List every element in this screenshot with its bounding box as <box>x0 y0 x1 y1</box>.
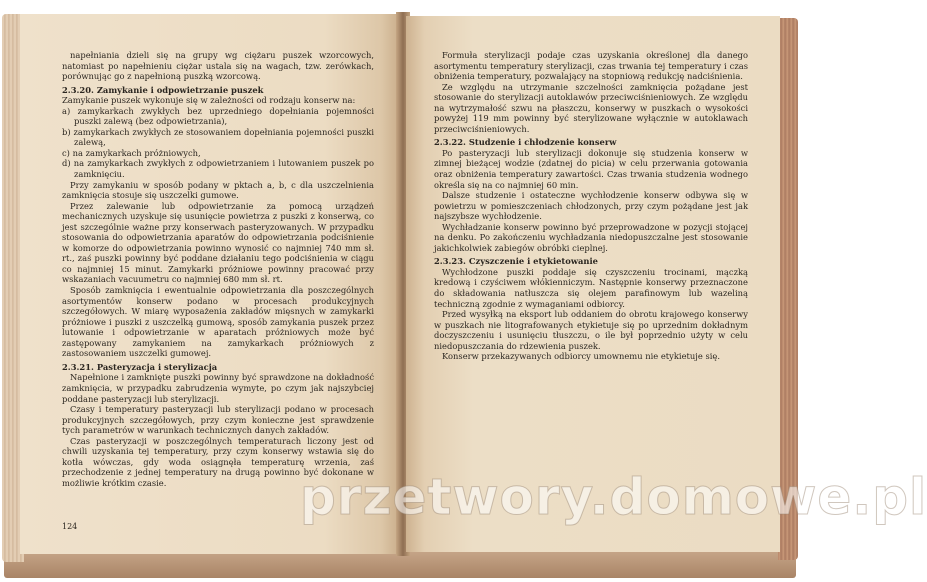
paragraph: Przed wysyłką na eksport lub oddaniem do obrotu krajowego konserwy w puszkach nie litografowanych etykietuje się po uprzednim dokładnym doczyszczeniu i usunięciu tłuszczu, o ile był poprzednio użyty w celu niedopuszczania do rdzewienia puszek. <box>434 309 748 351</box>
paragraph: Dalsze studzenie i ostateczne wychłodzenie konserw odbywa się w powietrzu w pomieszczeniach chłodzonych, przy czym pożądane jest jak najszybsze wychłodzenie. <box>434 190 748 222</box>
list-item: c) na zamykarkach próżniowych, <box>62 147 201 158</box>
left-column <box>62 50 374 488</box>
paragraph: Sposób zamknięcia i ewentualnie odpowietrzania dla poszczególnych asortymentów konserw podano w procesach produkcyjnych szczegółowych. W miarę wyposażenia zakładów mięsnych w zamykarki próżniowe i puszki z uszczelką gumową, sposób zamykania puszek przez lutowanie i odpowietrzanie w aparatach próżniowych może być zastępowany zamykaniem na zamykarkach próżniowych z zastosowaniem uszczelki gumowej. <box>62 285 374 359</box>
paragraph: Konserw przekazywanych odbiorcy umownemu nie etykietuje się. <box>442 351 720 362</box>
watermark-text: przetwory.domowe.pl <box>300 468 927 526</box>
section-heading: 2.3.23. Czyszczenie i etykietowanie <box>434 256 598 267</box>
section-heading: 2.3.22. Studzenie i chłodzenie konserw <box>434 137 617 148</box>
list-item: b) zamykarkach zwykłych ze stosowaniem dopełniania pojemności puszki zalewą, <box>62 126 374 148</box>
section-heading: 2.3.20. Zamykanie i odpowietrzanie puszek <box>62 84 264 95</box>
paragraph: Ze względu na utrzymanie szczelności zamknięcia pożądane jest stosowanie do sterylizacji autoklawów przeciwciśnieniowych. Ze względu na wytrzymałość szwu na płaszczu, konserwy w puszkach o wysokości powyżej 119 mm powinny być sterylizowane wyłącznie w autoklawach przeciwciśnieniowych. <box>434 81 748 134</box>
closing-methods-list <box>62 106 374 180</box>
paragraph: Zamykanie puszek wykonuje się w zależności od rodzaju konserw na: <box>62 95 356 106</box>
right-column <box>434 50 748 362</box>
paragraph: Przez zalewanie lub odpowietrzanie za pomocą urządzeń mechanicznych uzyskuje się usunięcie powietrza z puszki z konserwą, co jest szczególnie ważne przy konserwach pasteryzowanych. W przypadku stosowania do odpowietrzania aparatów do odpowietrzania podciśnienie w komorze do odpowietrzania powinno wynosić co najmniej 740 mm sł. rt., zaś puszki powinny być poddane działaniu tego podciśnienia w ciągu co najmniej 15 minut. Zamykarki próżniowe powinny pracować przy wskazaniach vacuumetru co najmniej 680 mm sł. rt. <box>62 200 374 285</box>
list-item: a) zamykarkach zwykłych bez uprzedniego dopełniania pojemności puszki zalewą (bez odpowietrzania), <box>62 105 374 127</box>
list-item: d) na zamykarkach zwykłych z odpowietrzaniem i lutowaniem puszek po zamknięciu. <box>62 158 374 180</box>
paragraph: Formuła sterylizacji podaje czas uzyskania określonej dla danego asortymentu temperatury sterylizacji, czas trwania tej temperatury i czas obniżenia temperatury, pozwalający na stopniową redukcję nadciśnienia. <box>434 50 748 82</box>
section-heading: 2.3.21. Pasteryzacja i sterylizacja <box>62 361 218 372</box>
paragraph: Po pasteryzacji lub sterylizacji dokonuje się studzenia konserw w zimnej bieżącej wodzie (zdatnej do picia) w celu przerwania gotowania oraz obniżenia temperatury zawartości. Czas trwania studzenia wodnego określa się na co najmniej 60 min. <box>434 147 748 190</box>
paragraph: Wychłodzone puszki poddaje się czyszczeniu trocinami, mączką kredową i czyściwem włókienniczym. Następnie konserwy przeznaczone do składowania natłuszcza się olejem parafinowym lub wazeliną techniczną zgodnie z wymaganiami odbiorcy. <box>434 266 748 309</box>
paragraph: Napełnione i zamknięte puszki powinny być sprawdzone na dokładność zamknięcia, w przypadku zabrudzenia wymyte, po czym jak najszybciej poddane pasteryzacji lub sterylizacji. <box>62 372 374 404</box>
paragraph: Przy zamykaniu w sposób podany w pktach a, b, c dla uszczelnienia zamknięcia stosuje się uszczelki gumowe. <box>62 179 374 201</box>
paragraph: Wychładzanie konserw powinno być przeprowadzone w pozycji stojącej na denku. Po zakończeniu wychładzania niedopuszczalne jest stosowanie jakichkolwiek zabiegów obróbki cieplnej. <box>434 221 748 253</box>
paragraph: Czas pasteryzacji w poszczególnych temperaturach liczony jest od chwili uzyskania tej temperatury, przy czym konserwy wstawia się do kotła wówczas, gdy woda osiągnęła temperaturę wrzenia, zaś przechodzenie z jednej temperatury na drugą powinno być dokonane w możliwie krótkim czasie. <box>62 435 374 488</box>
intro-paragraph: napełniania dzieli się na grupy wg ciężaru puszek wzorcowych, natomiast po napełnieniu ciężar ustala się na wagach, tzw. zerówkach, porównując go z napełnioną puszką wzorcową. <box>62 50 374 82</box>
page-number: 124 <box>62 522 78 531</box>
paragraph: Czasy i temperatury pasteryzacji lub sterylizacji podano w procesach produkcyjnych szczegółowych, przy czym konieczne jest sprawdzenie tych parametrów w warunkach technicznych danych zakładów. <box>62 404 374 436</box>
